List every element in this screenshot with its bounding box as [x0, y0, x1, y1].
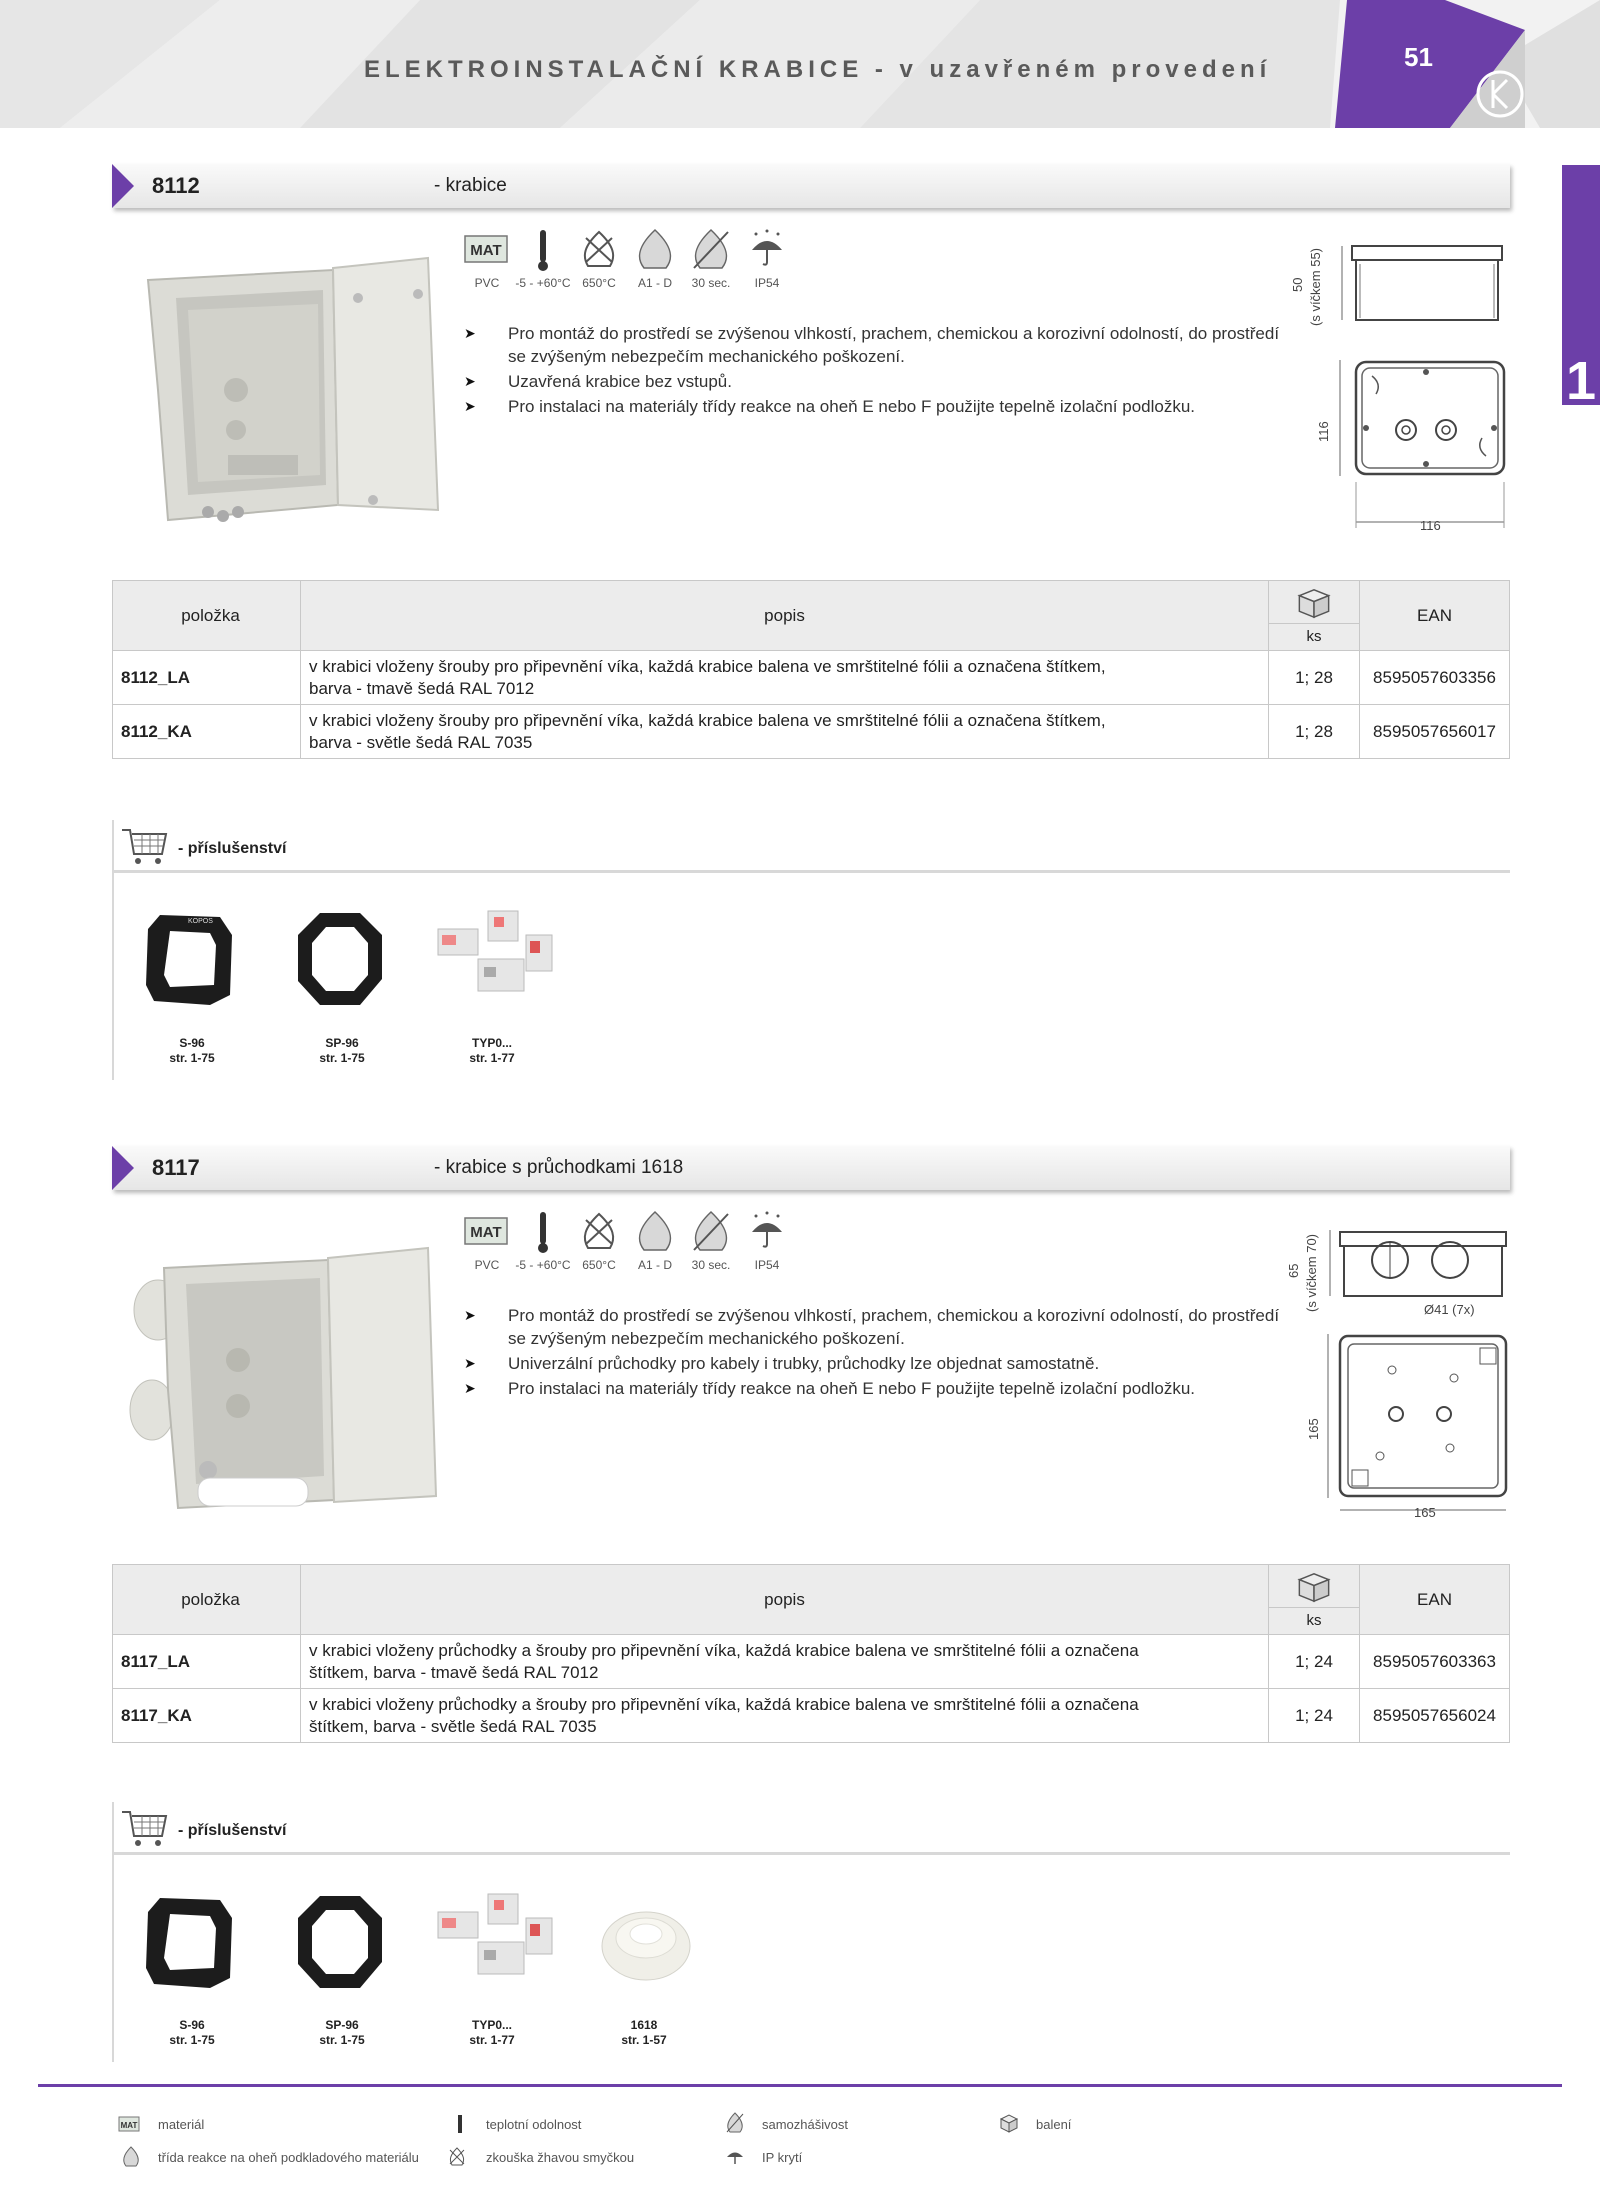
side-dimension: 165 — [1306, 1418, 1321, 1440]
bottom-dimension: 165 — [1414, 1505, 1436, 1520]
property-icons-8117 — [462, 1210, 822, 1280]
material-icon — [118, 2116, 140, 2132]
self-extinguishing-icon — [686, 1210, 736, 1254]
technical-drawing-8112 — [1300, 232, 1540, 542]
icon-label: A1 - D — [637, 276, 672, 290]
feature-list-8117 — [464, 1304, 1284, 1402]
accessories-title: - příslušenství — [178, 840, 287, 857]
icon-label: 30 sec. — [691, 276, 731, 290]
col-header-ks: ks — [1269, 1565, 1360, 1635]
icon-label: -5 - +60°C — [515, 276, 571, 290]
package-box-icon — [1269, 1566, 1359, 1608]
icon-label: A1 - D — [637, 1258, 672, 1272]
feature-item: ➤ Pro instalaci na materiály třídy reakce na oheň E nebo F použijte tepelně izolační podložku. — [464, 1379, 1196, 1398]
accessory-s96-image — [140, 905, 240, 1015]
col-header-ks: ks — [1269, 581, 1360, 651]
svg-text:KOPOS: KOPOS — [188, 918, 213, 925]
icon-label: -5 - +60°C — [515, 1258, 571, 1272]
legend-self-extinguishing: samozhášivost — [762, 2117, 848, 2132]
fire-class-icon — [630, 1210, 680, 1254]
footer-divider — [38, 2084, 1562, 2087]
arrow-bullet-icon: ➤ — [464, 1307, 476, 1323]
height-note: (s víčkem 70) — [1304, 1233, 1319, 1312]
accessory-typ0-image — [430, 1888, 560, 1988]
col-header-ean: EAN — [1360, 581, 1510, 651]
product-code: 8112 — [152, 173, 200, 198]
accessory-item[interactable]: TYP0... str. 1-77 — [469, 2018, 515, 2047]
technical-drawing-8117 — [1300, 1220, 1540, 1530]
table-row: 8117_LA v krabici vloženy průchodky a šrouby pro připevnění víka, každá krabice balena ve smrštitelné fólii a označena štítkem, barva - tmavě šedá RAL 7012 1; 24 8595057603363 — [113, 1635, 1510, 1689]
accessory-item[interactable]: SP-96 str. 1-75 — [319, 2018, 365, 2047]
chapter-number: 1 — [1566, 351, 1597, 411]
feature-item: ➤ Uzavřená krabice bez vstupů. — [464, 372, 732, 391]
product-description: - krabice — [434, 175, 507, 196]
accessory-item[interactable]: TYP0... str. 1-77 — [469, 1036, 515, 1065]
table-row: 8117_KA v krabici vloženy průchodky a šrouby pro připevnění víka, každá krabice balena ve smrštitelné fólii a označena štítkem, barva - světle šedá RAL 7035 1; 24 8595057656024 — [113, 1689, 1510, 1743]
ip-rating-icon — [742, 1210, 792, 1254]
page-title: ELEKTROINSTALAČNÍ KRABICE - v uzavřeném provedení — [364, 56, 1272, 83]
legend-material: materiál — [158, 2117, 205, 2132]
icon-label: PVC — [474, 1258, 500, 1272]
icon-label: PVC — [474, 276, 500, 290]
self-extinguishing-icon — [724, 2112, 746, 2134]
accessories-title: - příslušenství — [178, 1822, 287, 1839]
legend-glow-wire: zkouška žhavou smyčkou — [486, 2150, 635, 2165]
col-header-desc: popis — [301, 581, 1269, 651]
arrow-bullet-icon: ➤ — [464, 1355, 476, 1371]
feature-item: ➤ Pro instalaci na materiály třídy reakce na oheň E nebo F použijte tepelně izolační podložku. — [464, 397, 1196, 416]
property-icons-8112 — [462, 228, 822, 298]
table-row: 8112_LA v krabici vloženy šrouby pro připevnění víka, každá krabice balena ve smrštitelné fólii a označena štítkem, barva - tmavě šedá RAL 7012 1; 28 8595057603356 — [113, 651, 1510, 705]
page-number: 51 — [1404, 42, 1433, 72]
feature-item: ➤ Pro montáž do prostředí se zvýšenou vlhkostí, prachem, chemickou a korozivní odolností, do prostředí se zvýšeným nebezpečím mechanického poškození. — [464, 1306, 1280, 1348]
triangle-marker-icon — [112, 1146, 134, 1190]
icon-label: 650°C — [582, 1258, 616, 1272]
thermometer-icon — [518, 1210, 568, 1254]
legend-temperature: teplotní odolnost — [486, 2117, 582, 2132]
glow-wire-icon — [446, 2146, 468, 2168]
product-table-8117 — [112, 1564, 1510, 1743]
package-box-icon — [1269, 582, 1359, 624]
side-dimension: 116 — [1316, 421, 1331, 442]
legend-ip: IP krytí — [762, 2150, 803, 2165]
accessory-item[interactable]: S-96 str. 1-75 — [169, 1036, 215, 1065]
self-extinguishing-icon — [686, 228, 736, 272]
accessory-item[interactable]: S-96 str. 1-75 — [169, 2018, 215, 2047]
icon-label: 650°C — [582, 276, 616, 290]
icon-label: 30 sec. — [691, 1258, 731, 1272]
bottom-dimension: 116 — [1420, 518, 1441, 533]
mat-badge-text: MAT — [470, 242, 502, 259]
material-icon — [462, 1210, 512, 1254]
accessory-1618-image — [596, 1898, 696, 1988]
product-description: - krabice s průchodkami 1618 — [434, 1157, 684, 1178]
accessory-sp96-image — [290, 1888, 390, 1998]
cart-icon — [120, 824, 168, 868]
accessory-typ0-image — [430, 905, 560, 1005]
triangle-marker-icon — [112, 164, 134, 208]
arrow-bullet-icon: ➤ — [464, 373, 476, 389]
product-header-8117 — [112, 1146, 1510, 1190]
mat-badge-text: MAT — [470, 1224, 502, 1241]
accessory-item[interactable]: 1618 str. 1-57 — [621, 2018, 667, 2047]
product-code: 8117 — [152, 1155, 200, 1180]
hole-dimension: Ø41 (7x) — [1424, 1302, 1475, 1317]
table-row: 8112_KA v krabici vloženy šrouby pro připevnění víka, každá krabice balena ve smrštitelné fólii a označena štítkem, barva - světle šedá RAL 7035 1; 28 8595057656017 — [113, 705, 1510, 759]
product-table-8112 — [112, 580, 1510, 759]
col-header-desc: popis — [301, 1565, 1269, 1635]
product-photo-8117 — [128, 1240, 458, 1530]
page-header — [0, 0, 1600, 128]
glow-wire-icon — [574, 228, 624, 272]
feature-list-8112 — [464, 322, 1284, 420]
icon-label: IP54 — [754, 1258, 780, 1272]
cart-icon — [120, 1806, 168, 1850]
ip-rating-icon — [742, 228, 792, 272]
product-header-8112 — [112, 164, 1510, 208]
package-box-icon — [998, 2112, 1020, 2134]
feature-item: ➤ Univerzální průchodky pro kabely i trubky, průchodky lze objednat samostatně. — [464, 1354, 1100, 1373]
arrow-bullet-icon: ➤ — [464, 325, 476, 341]
svg-text:MAT: MAT — [120, 2121, 138, 2130]
height-dimension: 50 — [1290, 277, 1305, 292]
fire-class-icon — [120, 2146, 142, 2168]
fire-class-icon — [630, 228, 680, 272]
thermometer-icon — [518, 228, 568, 272]
legend-fire-class: třída reakce na oheň podkladového materiálu — [158, 2150, 419, 2165]
col-header-item: položka — [113, 581, 301, 651]
feature-item: ➤ Pro montáž do prostředí se zvýšenou vlhkostí, prachem, chemickou a korozivní odolností, do prostředí se zvýšeným nebezpečím mechanického poškození. — [464, 324, 1280, 366]
col-header-item: položka — [113, 1565, 301, 1635]
material-icon — [462, 228, 512, 272]
arrow-bullet-icon: ➤ — [464, 398, 476, 414]
icon-label: IP54 — [754, 276, 780, 290]
ip-rating-icon — [724, 2146, 746, 2168]
arrow-bullet-icon: ➤ — [464, 1380, 476, 1396]
accessory-sp96-image — [290, 905, 390, 1015]
legend-packing: balení — [1036, 2117, 1072, 2132]
thermometer-icon — [454, 2114, 466, 2134]
glow-wire-icon — [574, 1210, 624, 1254]
product-photo-8112 — [128, 250, 458, 540]
height-note: (s víčkem 55) — [1308, 247, 1323, 326]
height-dimension: 65 — [1286, 1263, 1301, 1278]
accessory-s96-image — [140, 1888, 240, 1998]
col-header-ean: EAN — [1360, 1565, 1510, 1635]
accessory-item[interactable]: SP-96 str. 1-75 — [319, 1036, 365, 1065]
